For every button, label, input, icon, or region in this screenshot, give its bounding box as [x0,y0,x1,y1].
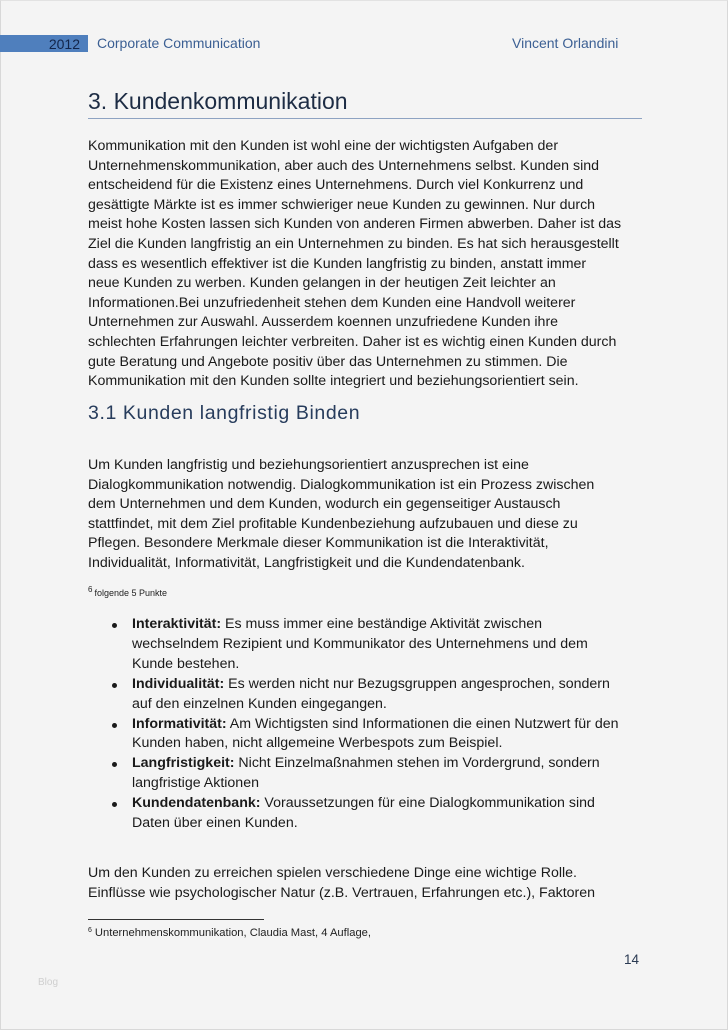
text-line: schlechten Erfahrungen leichter verbreiten. Daher ist es wichtig einen Kunden durch [88,333,617,350]
list-item-text: langfristige Aktionen [132,775,259,792]
footnote-separator [88,919,264,920]
list-item-text: Kunden haben, nicht allgemeine Werbespots zum Beispiel. [132,735,503,752]
footnote-marker[interactable]: 6 [88,585,93,594]
watermark: Blog [38,977,59,988]
list-item-term: Interaktivität: [132,616,222,632]
list-item-term: Langfristigkeit: [132,755,235,772]
text-line: gesättigte Märkte ist es immer schwieriger neue Kunden zu gewinnen. Nur durch [88,196,596,213]
text-line: Kommunikation mit den Kunden ist wohl eine der wichtigsten Aufgaben der [88,138,559,154]
list-item [108,615,648,675]
header-year-bar [0,35,88,52]
feature-list [108,615,648,834]
list-item-term: Informativität: [132,715,227,732]
text-line: stattfindet, mit dem Ziel profitable Kundenbeziehung aufzubauen und diese zu [88,515,578,532]
text-line: Einflüsse wie psychologischer Natur (z.B. Vertrauen, Erfahrungen etc.), Faktoren [88,884,596,901]
bullet-icon [112,762,117,767]
footnote-text: Unternehmenskommunikation, Claudia Mast, 4 Auflage, [94,927,372,939]
list-item-text: Es muss immer eine beständige Aktivität zwischen [221,616,543,632]
list-item-text: Nicht Einzelmaßnahmen stehen im Vordergrund, sondern [234,755,600,772]
footnote-reference-text: folgende 5 Punkte [94,588,168,598]
text-line: gute Beratung und Angebote positiv über das Unternehmen zu stimmen. Die [88,353,568,370]
bullet-icon [112,623,117,628]
text-line: Dialogkommunikation notwendig. Dialogkommunikation ist ein Prozess zwischen [88,476,595,493]
header-year: 2012 [48,36,80,52]
text-line: dem Unternehmen und dem Kunden, wodurch ein gegenseitiger Austausch [88,496,561,513]
text-line: Ziel die Kunden langfristig an ein Unternehmen zu binden. Es hat sich herausgestellt [88,235,619,252]
header-title: Corporate Communication [97,35,261,51]
text-line: neue Kunden zu werben. Kunden gelangen in der heutigen Zeit leichter an [88,275,556,292]
bullet-icon [112,802,117,807]
text-line: entscheidend für die Existenz eines Unternehmens. Durch viel Konkurrenz und [88,177,584,194]
list-item-term: Individualität: [132,675,225,692]
text-line: Unternehmenskommunikation, aber auch des Unternehmens selbst. Kunden sind [88,157,600,174]
list-item-text: wechselndem Rezipient und Kommunikator des Unternehmens und dem [132,635,588,652]
list-item-text: auf den einzelnen Kunden eingegangen. [132,695,387,712]
heading-underline [88,118,642,119]
text-line: Individualität, Informativität, Langfristigkeit und die Kundendatenbank. [88,554,525,571]
text-line: meist hohe Kosten lassen sich Kunden von anderen Firmen abwerben. Daher ist das [88,216,622,233]
list-item-text: Am Wichtigsten sind Informationen die einen Nutzwert für den [226,715,619,732]
list-item-text: Daten über einen Kunden. [132,815,298,832]
subsection-paragraph [88,456,648,574]
intro-paragraph [88,137,648,392]
list-item-text: Kunde bestehen. [132,655,240,672]
list-item [108,754,648,794]
list-item [108,675,648,715]
page-number: 14 [624,952,640,967]
footnote-reference [88,585,167,598]
subsection-heading: 3.1 Kunden langfristig Binden [88,402,361,424]
bullet-icon [112,723,117,728]
text-line: Unternehmen zur Auswahl. Ausserdem koennen unzufriedene Kunden ihre [88,314,559,331]
footnote [88,927,371,939]
footnote-number: 6 [88,927,92,934]
text-line: Um den Kunden zu erreichen spielen verschiedene Dinge eine wichtige Rolle. [88,865,577,881]
list-item [108,715,648,755]
list-item-term: Kundendatenbank: [132,795,261,812]
text-line: Pflegen. Besondere Merkmale dieser Kommunikation ist die Interaktivität, [88,535,549,552]
text-line: Kommunikation mit den Kunden sollte integriert und beziehungsorientiert sein. [88,373,579,390]
text-line: Informationen.Bei unzufriedenheit stehen dem Kunden eine Handvoll weiterer [88,294,576,311]
closing-paragraph [88,864,648,903]
section-heading: 3. Kundenkommunikation [88,88,348,114]
bullet-icon [112,683,117,688]
text-line: dass es wesentlich effektiver ist die Kunden langfristig zu binden, anstatt immer [88,255,587,272]
list-item [108,794,648,834]
list-item-text: Voraussetzungen für eine Dialogkommunikation sind [260,795,595,812]
list-item-text: Es werden nicht nur Bezugsgruppen angesprochen, sondern [224,675,610,692]
text-line: Um Kunden langfristig und beziehungsorientiert anzusprechen ist eine [88,457,529,473]
header-author: Vincent Orlandini [512,35,619,51]
